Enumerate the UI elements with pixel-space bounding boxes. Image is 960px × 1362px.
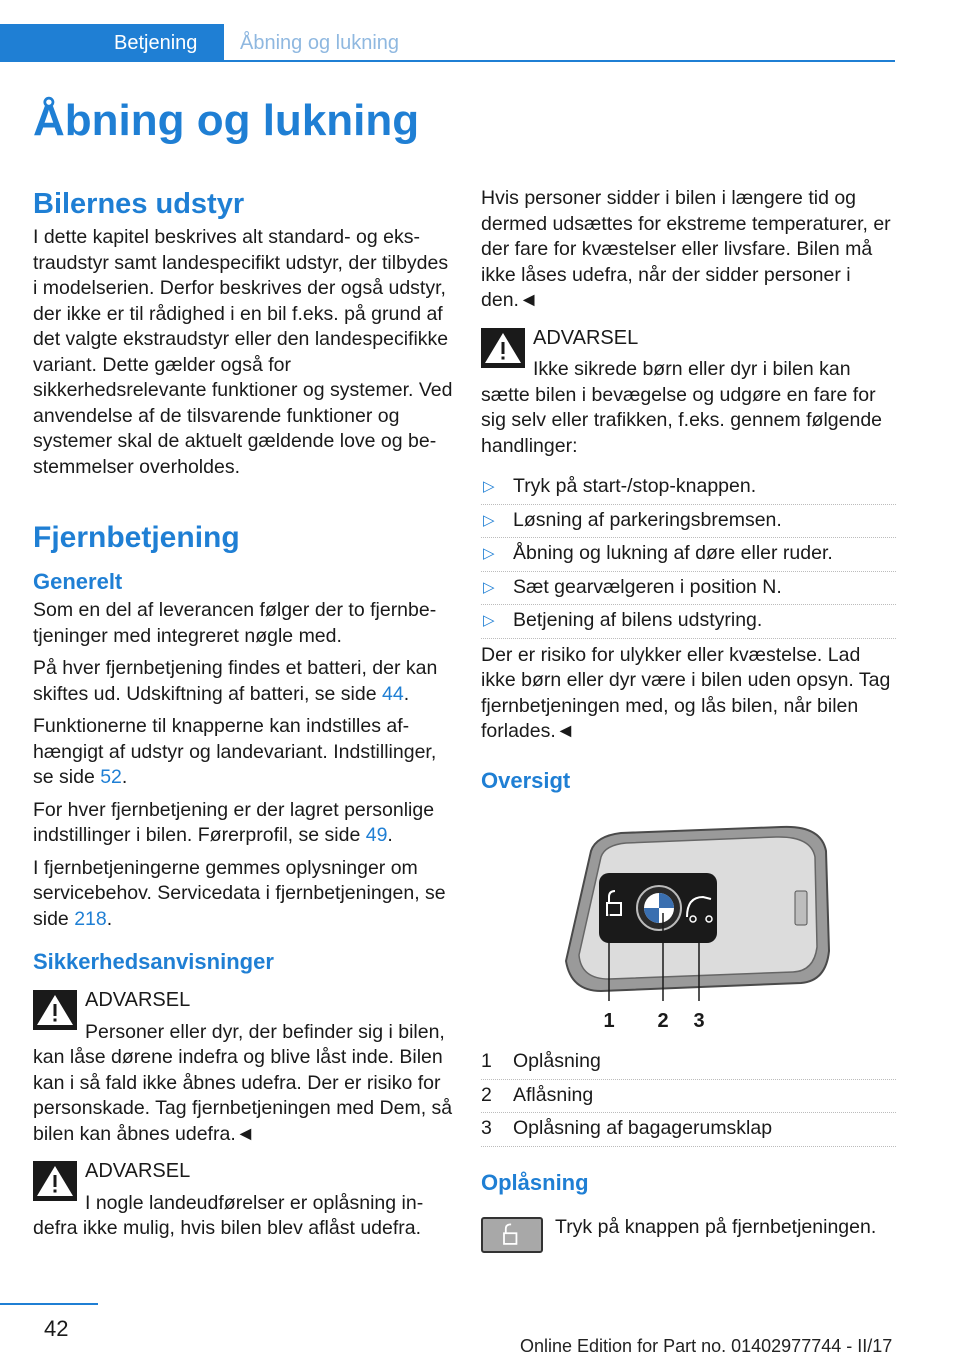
paragraph-batteri bbox=[33, 656, 453, 707]
text: Funktionerne til knapperne kan indstilles afhængigt af udstyr og landevariant. Indstillinger, se side bbox=[33, 715, 437, 788]
text: . bbox=[403, 682, 410, 705]
header-tab-section: Åbning og lukning bbox=[240, 32, 400, 54]
triangle-bullet-icon: ▷ bbox=[483, 511, 495, 529]
list-item bbox=[481, 471, 896, 505]
list-item-text: Åbning og lukning af døre eller ruder. bbox=[513, 542, 833, 564]
list-item bbox=[481, 572, 896, 606]
bmw-logo-icon bbox=[637, 886, 681, 930]
unlock-instruction bbox=[481, 1209, 896, 1241]
paragraph-funktioner bbox=[33, 714, 453, 791]
callout-label-2: 2 bbox=[657, 1009, 669, 1031]
edition-info: Online Edition for Part no. 01402977744 - II/17 bbox=[520, 1336, 893, 1356]
heading-generelt: Generelt bbox=[33, 569, 123, 594]
callout-label-3: 3 bbox=[693, 1009, 705, 1031]
warning-box-3 bbox=[481, 326, 896, 460]
list-item-text: Sæt gearvælgeren i position N. bbox=[513, 575, 782, 598]
list-item bbox=[481, 1113, 896, 1147]
left-column bbox=[33, 186, 453, 1254]
heading-sikkerhedsanvisninger: Sikkerhedsanvisninger bbox=[33, 949, 274, 974]
warning-text: I nogle landeudførelser er oplåsning indefra ikke mulig, hvis bilen blev aflåst udefra. bbox=[33, 1191, 424, 1239]
link-page-44[interactable]: 44 bbox=[382, 682, 404, 705]
page-title: Åbning og lukning bbox=[33, 96, 420, 145]
warning-box-1 bbox=[33, 988, 453, 1147]
text: . bbox=[121, 766, 128, 788]
header-tab-betjening: Betjening bbox=[0, 24, 224, 62]
warning-icon bbox=[33, 1161, 77, 1201]
callout-label-1: 1 bbox=[603, 1009, 615, 1031]
item-label: Aflåsning bbox=[513, 1083, 594, 1106]
paragraph-personlige bbox=[33, 798, 453, 849]
warning-text: Ikke sikrede børn eller dyr i bilen kan sætte bilen i bevægelse og udgøre en fare for sig selv eller trafikken, f.eks. gennem følgende handlinger: bbox=[481, 358, 883, 457]
heading-oversigt: Oversigt bbox=[481, 767, 571, 793]
warning-title: ADVARSEL bbox=[85, 989, 191, 1011]
heading-fjernbetjening: Fjernbetjening bbox=[33, 521, 240, 554]
link-page-52[interactable]: 52 bbox=[100, 766, 122, 788]
page-number: 42 bbox=[44, 1316, 69, 1341]
triangle-bullet-icon: ▷ bbox=[483, 478, 495, 495]
heading-bilernes-udstyr: Bilernes udstyr bbox=[33, 188, 245, 220]
item-number: 1 bbox=[481, 1050, 492, 1072]
list-item bbox=[481, 505, 896, 539]
list-item-text: Tryk på start-/stop-knappen. bbox=[513, 475, 757, 497]
warning-text: Personer eller dyr, der befinder sig i bilen, kan låse dørene indefra og blive låst inde. Bilen kan i så fald ikke åbnes udefra. Der er risiko for personskade. Tag fjernbetjeningen med Dem, så bilen kan åbnes udefra.◄ bbox=[33, 1020, 453, 1145]
paragraph-servicebehov bbox=[33, 856, 453, 933]
text: . bbox=[106, 907, 113, 930]
list-item bbox=[481, 538, 896, 572]
paragraph-risiko: Der er risiko for ulykker eller kvæstelse. Lad ikke børn eller dyr være i bilen uden opsyn. Tag fjernbetjeningen med, og lås bilen, når bilen forlades.◄ bbox=[481, 643, 891, 742]
item-label: Oplåsning af bagagerumsklap bbox=[513, 1117, 773, 1139]
warning-icon bbox=[481, 328, 525, 368]
warning-box-2 bbox=[33, 1159, 453, 1242]
item-number: 3 bbox=[481, 1117, 492, 1139]
paragraph-oplaasning: Tryk på knappen på fjernbetjeningen. bbox=[555, 1215, 877, 1238]
warning-title: ADVARSEL bbox=[85, 1160, 191, 1182]
list-item bbox=[481, 605, 896, 639]
warning-icon bbox=[33, 990, 77, 1030]
right-column bbox=[481, 186, 896, 1247]
triangle-bullet-icon: ▷ bbox=[483, 545, 495, 562]
paragraph-bilernes: I dette kapitel beskrives alt standard- og ekstraudstyr samt landespecifikt udstyr, der tilbydes i modelserien. Derfor beskrives der også udstyr, der ikke er til rådighed i en bil f.eks. på grund af det valgte ekstraudstyr eller den landespecifikke variant. Dette gælder også for sikkerhedsrelevante funktioner og systemer. Ved anvendelse af de tilsvarende funktioner og systemer skal de aktuelt gældende love og bestemmelser overholdes. bbox=[33, 226, 453, 478]
text: For hver fjernbetjening er der lagret personlige indstillinger i bilen. Førerprofil, se side bbox=[33, 798, 435, 846]
paragraph-continued: Hvis personer sidder i bilen i længere tid og dermed udsættes for ekstreme temperaturer, er der fare for kvæstelser eller livsfare. Bilen må ikke låses udefra, når der sidder personer i den.◄ bbox=[481, 187, 891, 311]
list-item-text: Løsning af parkeringsbremsen. bbox=[513, 508, 782, 531]
legend-list bbox=[481, 1046, 896, 1147]
triangle-bullet-icon: ▷ bbox=[483, 578, 495, 596]
heading-oplaasning: Oplåsning bbox=[481, 1169, 589, 1195]
list-item-text: Betjening af bilens udstyring. bbox=[513, 609, 763, 631]
text: . bbox=[387, 824, 393, 846]
item-label: Oplåsning bbox=[513, 1050, 601, 1072]
link-page-49[interactable]: 49 bbox=[365, 824, 388, 846]
list-item bbox=[481, 1080, 896, 1114]
paragraph-leverance: Som en del af leverancen følger der to fjernbetjeninger med integreret nøgle med. bbox=[33, 599, 437, 647]
page-header bbox=[0, 0, 895, 62]
text: På hver fjernbetjening findes et batteri, der kan skiftes ud. Udskiftning af batteri, se side bbox=[33, 657, 438, 705]
key-fob-figure bbox=[481, 821, 896, 1031]
text: I fjernbetjeningerne gemmes oplysninger om servicebehov. Servicedata i fjernbetjeningen, se side bbox=[33, 856, 446, 930]
key-fob-side-slot bbox=[795, 891, 807, 925]
list-item bbox=[481, 1046, 896, 1080]
footer-rule bbox=[0, 1303, 98, 1305]
unlock-key-icon bbox=[481, 1217, 543, 1253]
link-page-218[interactable]: 218 bbox=[74, 907, 107, 930]
item-number: 2 bbox=[481, 1083, 492, 1106]
warning-title: ADVARSEL bbox=[533, 326, 639, 349]
bullet-list bbox=[481, 471, 896, 639]
triangle-bullet-icon: ▷ bbox=[483, 612, 495, 629]
